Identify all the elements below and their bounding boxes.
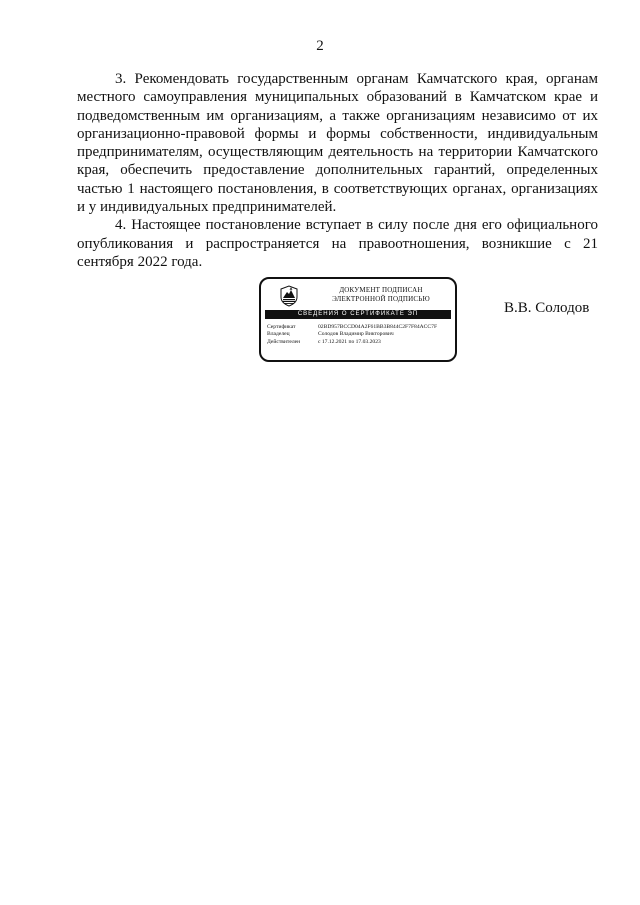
stamp-certificate-details [267, 324, 453, 346]
stamp-row-value: Солодов Владимир Викторович [318, 331, 394, 338]
stamp-title-line-1: ДОКУМЕНТ ПОДПИСАН [339, 286, 423, 294]
paragraph-4: 4. Настоящее постановление вступает в силу после дня его официального опубликования и распространяется на правоотношения, возникшие с 21 сентября 2022 года. [77, 217, 598, 270]
stamp-row-label: Владелец [267, 331, 290, 338]
stamp-row-label: Действителен [267, 338, 301, 345]
document-body [77, 70, 598, 271]
stamp-row-value: 02BD957BCCD04A2F61BB3B844C2F7F84ACC7F [318, 324, 438, 330]
stamp-title [313, 286, 449, 303]
stamp-row-certificate [267, 324, 453, 331]
signatory-name: В.В. Солодов [504, 300, 590, 316]
stamp-row-value: с 17.12.2021 по 17.03.2023 [318, 338, 381, 345]
stamp-row-label: Сертификат [267, 324, 296, 330]
kamchatka-emblem-icon [279, 285, 299, 307]
stamp-title-line-2: ЭЛЕКТРОННОЙ ПОДПИСЬЮ [332, 294, 430, 303]
page-number: 2 [316, 38, 324, 54]
paragraph-3: 3. Рекомендовать государственным органам Камчатского края, органам местного самоуправления муниципальных образований в Камчатском крае и подведомственным им организациям, а также организациям независимо от их организационно-правовой формы и формы собственности, индивидуальным предпринимателям, осуществляющим деятельность на территории Камчатского края, обеспечить предоставление дополнительных гарантий, определенных частью 1 настоящего постановления, в соответствующих органах, организациях и у индивидуальных предпринимателей. [77, 71, 598, 216]
stamp-row-validity [267, 339, 453, 346]
stamp-row-owner [267, 331, 453, 338]
electronic-signature-stamp [259, 277, 457, 362]
stamp-certificate-header: СВЕДЕНИЯ О СЕРТИФИКАТЕ ЭП [265, 310, 451, 319]
